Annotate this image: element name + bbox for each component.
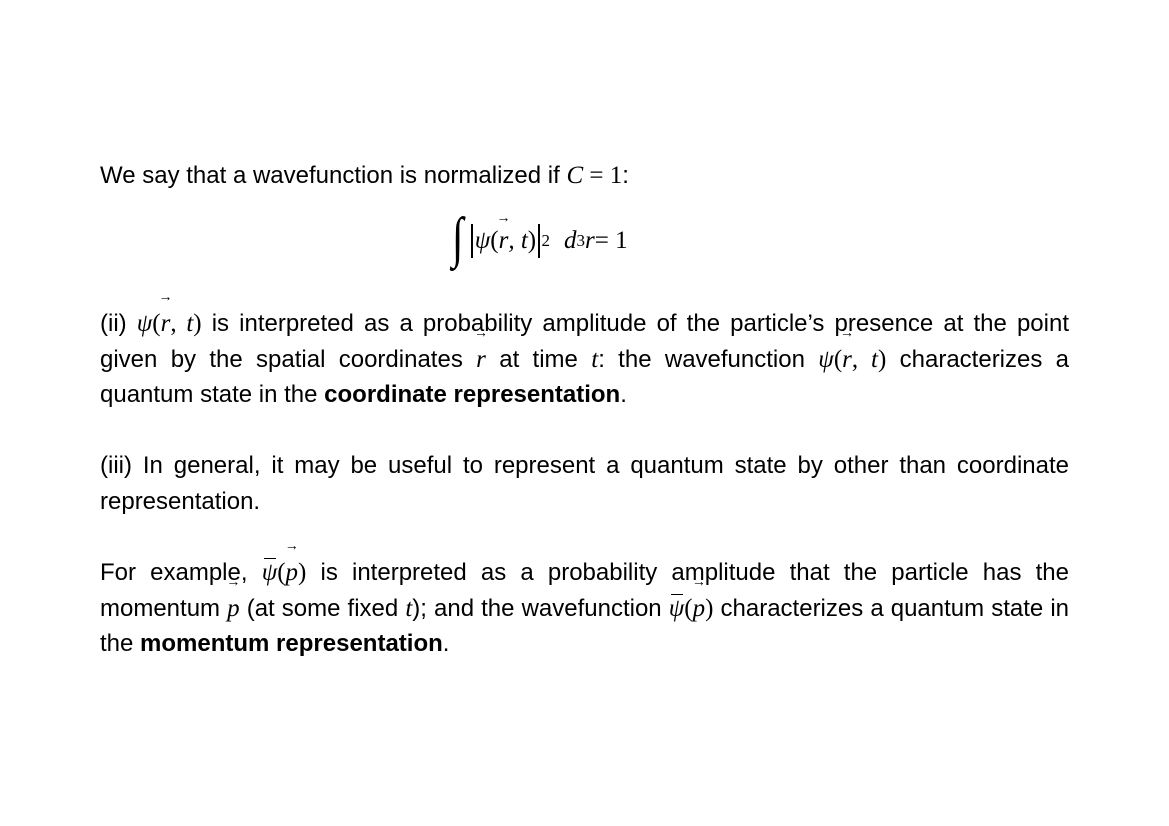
vector-r: → r bbox=[476, 342, 486, 378]
para-ii-text-3: : the wavefunction bbox=[598, 345, 805, 373]
label-ii: (ii) bbox=[100, 310, 127, 337]
vector-r: → r bbox=[842, 342, 852, 378]
paragraph-iii: (iii) In general, it may be useful to represent a quantum state by other than coordinate representation. bbox=[100, 452, 1069, 515]
paren-open: ( bbox=[684, 594, 693, 622]
normalization-equation: ∫ ψ ( → r , t ) 2 d 3 r = 1 bbox=[450, 205, 628, 277]
colon: : bbox=[622, 162, 629, 189]
example-text-2: is interpreted as a probability amplitude that the particle has the momentum bbox=[100, 559, 1070, 622]
var-C: C bbox=[566, 162, 584, 189]
var-t: t bbox=[591, 345, 599, 373]
equals-one-eq: = 1 bbox=[594, 227, 628, 254]
intro-text: We say that a wavefunction is normalized if bbox=[100, 162, 560, 189]
paragraph-ii bbox=[100, 306, 1069, 413]
vector-r: → r bbox=[499, 227, 509, 255]
paren-close: ) bbox=[527, 227, 537, 254]
para-ii-text-4: characterizes a quantum state in the bbox=[100, 345, 1070, 408]
comma: , bbox=[851, 345, 872, 373]
var-t: t bbox=[186, 310, 194, 337]
paren-close: ) bbox=[193, 310, 202, 337]
psi-bar-symbol: ψ bbox=[669, 591, 685, 627]
paren-close: ) bbox=[877, 345, 887, 373]
vector-p: → p bbox=[693, 591, 706, 627]
intro-line bbox=[100, 158, 1069, 194]
paren-close: ) bbox=[298, 559, 307, 586]
psi-symbol: ψ bbox=[474, 227, 491, 254]
var-r: r bbox=[585, 227, 595, 254]
psi-symbol: ψ bbox=[818, 345, 834, 373]
vector-r: → r bbox=[161, 306, 171, 342]
differential-d: d bbox=[564, 227, 577, 254]
period: . bbox=[442, 630, 450, 657]
paren-open: ( bbox=[152, 310, 161, 337]
momentum-representation-term: momentum representation bbox=[140, 630, 443, 657]
equals-one: = 1 bbox=[583, 162, 623, 189]
coordinate-representation-term: coordinate representation bbox=[324, 381, 621, 408]
example-text-1: For example, bbox=[100, 559, 248, 586]
abs-bar-right bbox=[538, 224, 539, 258]
paren-open: ( bbox=[833, 345, 843, 373]
para-ii-text-2: at time bbox=[499, 345, 578, 373]
paren-close: ) bbox=[705, 594, 714, 622]
integral-sign: ∫ bbox=[451, 207, 464, 269]
vector-p: → p bbox=[286, 555, 299, 591]
paren-open: ( bbox=[277, 559, 286, 586]
psi-bar-symbol: ψ bbox=[262, 555, 278, 591]
para-ii-text-1: is interpreted as a probability amplitude of the particle’s presence at the point given by the spatial coordinates bbox=[100, 310, 1070, 373]
period: . bbox=[620, 381, 627, 408]
example-text-5: characterizes a quantum state in the bbox=[100, 594, 1069, 657]
paren-open: ( bbox=[490, 227, 499, 254]
example-text-4: ); and the wavefunction bbox=[412, 594, 662, 622]
var-t: t bbox=[871, 345, 878, 373]
example-text-3: (at some fixed bbox=[246, 594, 399, 622]
vector-p: → p bbox=[227, 591, 240, 627]
paragraph-example bbox=[100, 555, 1069, 662]
psi-symbol: ψ bbox=[136, 310, 153, 337]
abs-bar-left bbox=[471, 224, 472, 258]
comma: , bbox=[170, 310, 187, 337]
comma-t: , t bbox=[508, 227, 528, 254]
var-t: t bbox=[405, 594, 413, 622]
